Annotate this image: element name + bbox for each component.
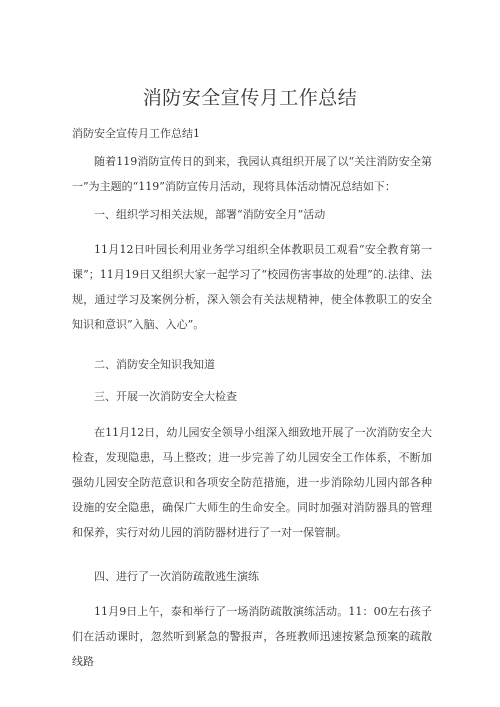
section-2-heading: 二、消防安全知识我知道 [94, 358, 215, 371]
document-subtitle: 消防安全宣传月工作总结1 [72, 127, 200, 140]
intro-paragraph: 随着119消防宣传日的到来，我园认真组织开展了以“关注消防安全第一”为主题的“119”消防宣传月活动，现将具体活动情况总结如下： [72, 155, 432, 193]
section-4-paragraph: 11月9日上午，泰和举行了一场消防疏散演练活动。11：00左右孩子们在活动课时，忽然听到紧急的警报声，各班教师迅速按紧急预案的疏散线路 [72, 605, 432, 668]
section-3-heading: 三、开展一次消防安全大检查 [94, 390, 237, 403]
section-3-paragraph: 在11月12日，幼儿园安全领导小组深入细致地开展了一次消防安全大检查，发现隐患，马上整改；进一步完善了幼儿园安全工作体系，不断加强幼儿园安全防范意识和各项安全防范措施，进一步消除幼儿园内部各种设施的安全隐患，确保广大师生的生命安全。同时加强对消防器具的管理和保养，实行对幼儿园的消防器材进行了一对一保管制。 [72, 426, 432, 539]
section-4-heading: 四、进行了一次消防疏散逃生演练 [94, 570, 259, 583]
section-1-paragraph: 11月12日叶园长利用业务学习组织全体教职员工观看“安全教育第一课”；11月19日又组织大家一起学习了“校园伤害事故的处理”的.法律、法规，通过学习及案例分析，深入领会有关法规精神，使全体教职工的安全知识和意识”入脑、入心”。 [72, 243, 432, 331]
document-title: 消防安全宣传月工作总结 [142, 87, 358, 109]
section-1-heading: 一、组织学习相关法规，部署“消防安全月”活动 [94, 208, 326, 221]
